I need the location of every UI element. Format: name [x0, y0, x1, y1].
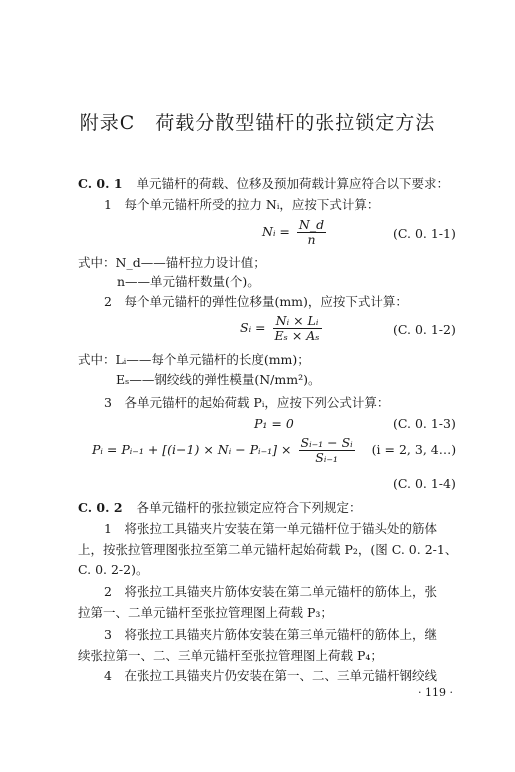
c02-p2-line1: 2 将张拉工具锚夹片筋体安装在第二单元锚杆的筋体上，张: [104, 584, 437, 599]
eq4-condition: (i = 2, 3, 4…): [371, 442, 457, 457]
eq1-lhs: Nᵢ =: [262, 224, 290, 239]
eq2-number: (C. 0. 1-2): [393, 322, 456, 337]
c02-p3-line2: 续张拉第一、二、三单元锚杆至张拉管理图上荷载 P₄；: [78, 648, 383, 663]
c02-p1-line2: 上，按张拉管理图张拉至第二单元锚杆起始荷载 P₂，(图 C. 0. 2-1、: [78, 542, 458, 557]
eq2-lhs: Sᵢ =: [240, 320, 266, 335]
eq4-lhs: Pᵢ = Pᵢ₋₁ + [(i−1) × Nᵢ − Pᵢ₋₁] ×: [92, 442, 292, 457]
equation-c01-2: [240, 314, 325, 343]
eq2-fraction: [273, 314, 322, 343]
eq2-denominator: Eₛ × Aₛ: [274, 328, 320, 343]
equation-c01-3: P₁ = 0: [254, 416, 294, 431]
eq3-number: (C. 0. 1-3): [393, 416, 456, 431]
eq4-fraction: [299, 436, 355, 465]
eq4-numerator: Sᵢ₋₁ − Sᵢ: [300, 435, 353, 450]
section-c02: [78, 500, 362, 516]
c02-p1-line1: 1 将张拉工具锚夹片安装在第一单元锚杆位于锚头处的筋体: [104, 521, 437, 536]
equation-c01-1: [262, 218, 329, 247]
c02-p2-line2: 拉第一、二单元锚杆至张拉管理图上荷载 P₃；: [78, 605, 333, 620]
equation-c01-4: [92, 436, 456, 465]
eq1-numerator: N_d: [298, 217, 325, 232]
eq4-denominator: Sᵢ₋₁: [315, 450, 338, 465]
section-c02-text: 各单元锚杆的张拉锁定应符合下列规定：: [136, 500, 362, 515]
appendix-title: 附录C 荷载分散型锚杆的张拉锁定方法: [79, 112, 436, 134]
eq2-numerator: Nᵢ × Lᵢ: [273, 314, 322, 329]
section-c02-number: C. 0. 2: [78, 500, 123, 515]
section-c01-number: C. 0. 1: [78, 176, 123, 191]
c02-p3-line1: 3 将张拉工具锚夹片筋体安装在第三单元锚杆的筋体上，继: [104, 627, 437, 642]
eq4-number: (C. 0. 1-4): [393, 476, 456, 491]
where-li: 式中：Lᵢ——每个单元锚杆的长度(mm)；: [78, 352, 310, 367]
section-c01: [78, 176, 449, 192]
c02-p4-line1: 4 在张拉工具锚夹片仍安装在第一、二、三单元锚杆钢绞线: [104, 668, 437, 683]
c01-item-3: 3 各单元锚杆的起始荷载 Pᵢ，应按下列公式计算：: [104, 395, 390, 410]
where-nd: 式中：N_d——锚杆拉力设计值；: [78, 255, 266, 270]
where-n: n——单元锚杆数量(个)。: [117, 274, 260, 289]
eq1-fraction: [297, 218, 326, 247]
c02-p1-line3: C. 0. 2-2)。: [78, 562, 149, 577]
where-es: Eₛ——钢绞线的弹性模量(N/mm²)。: [116, 372, 321, 387]
c01-item-2: 2 每个单元锚杆的弹性位移量(mm)，应按下式计算：: [104, 294, 408, 309]
eq1-denominator: n: [307, 232, 316, 247]
section-c01-text: 单元锚杆的荷载、位移及预加荷载计算应符合以下要求：: [136, 176, 450, 191]
eq1-number: (C. 0. 1-1): [393, 226, 456, 241]
page-number: · 119 ·: [418, 686, 453, 699]
c01-item-1: 1 每个单元锚杆所受的拉力 Nᵢ，应按下式计算：: [104, 197, 380, 212]
